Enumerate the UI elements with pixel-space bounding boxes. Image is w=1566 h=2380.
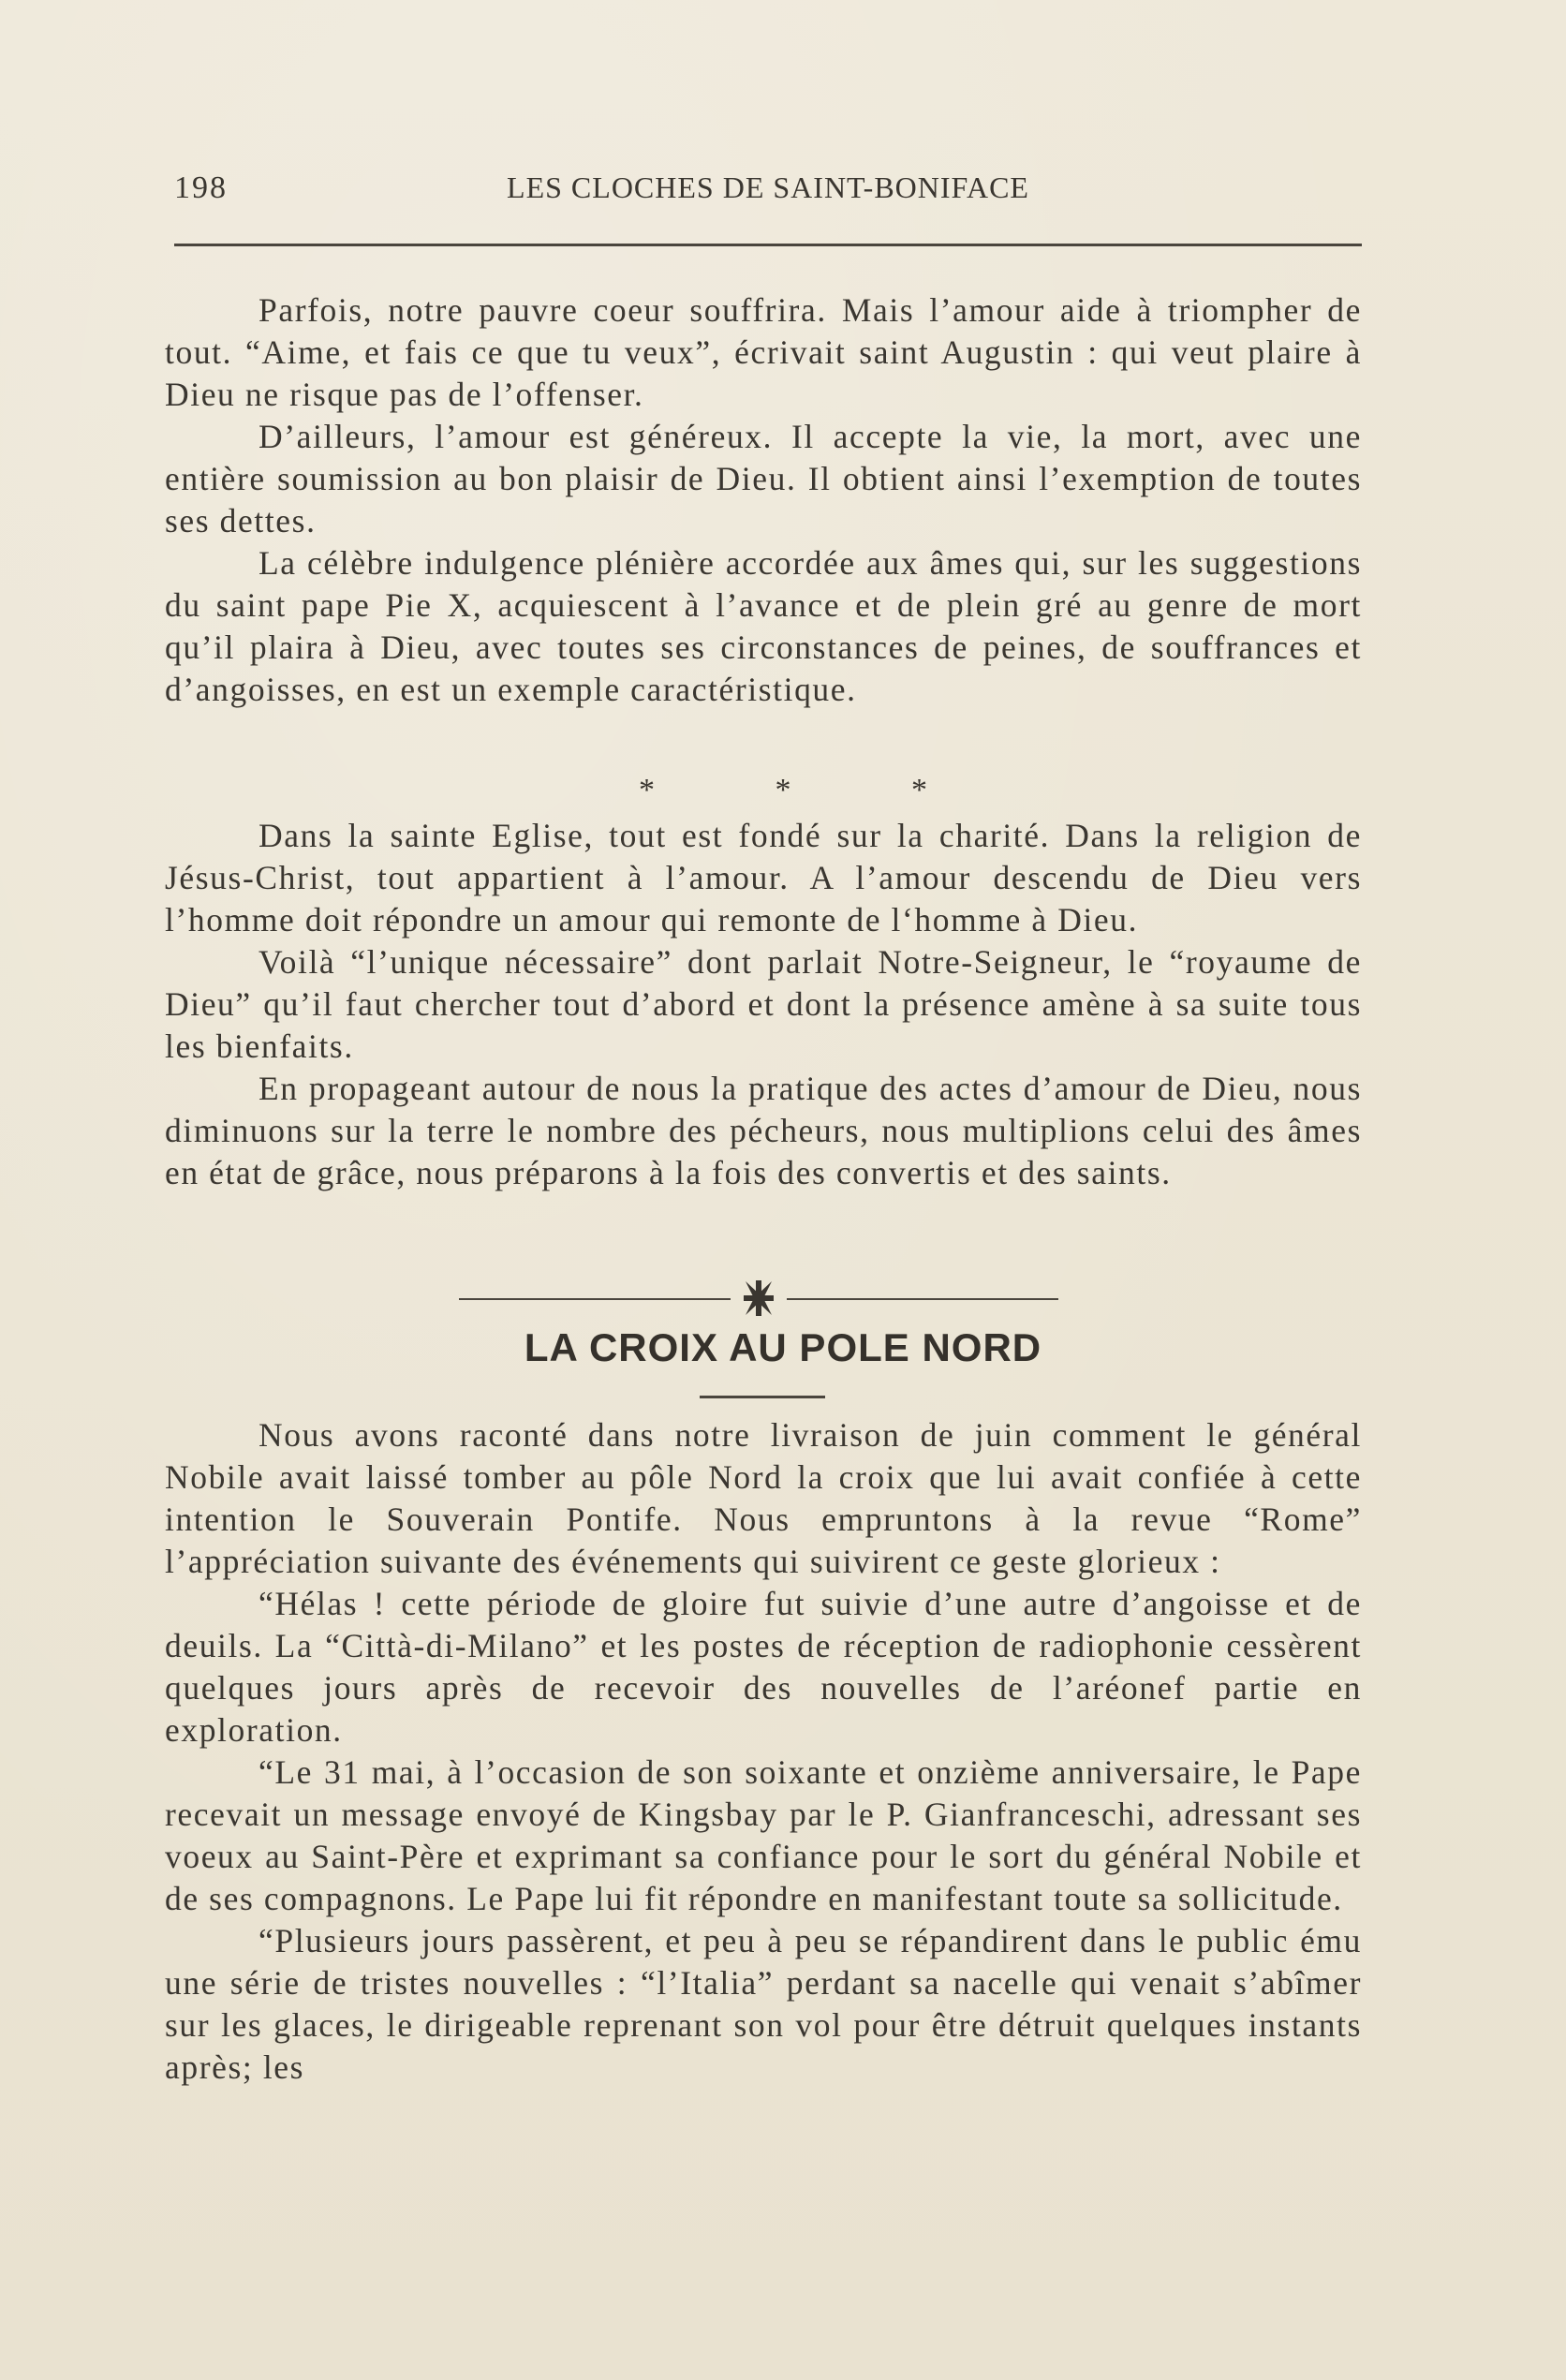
- paragraph: Voilà “l’unique nécessaire” dont parlait Notre-Seigneur, le “royaume de Dieu” qu’il faut chercher tout d’abord et dont la présence amène à sa suite tous les bienfaits.: [165, 943, 1362, 1065]
- title-underline: [700, 1396, 825, 1398]
- page-number: 198: [174, 170, 228, 205]
- divider-line-left: [459, 1298, 731, 1300]
- paragraph: “Le 31 mai, à l’occasion de son soixante et onzième anniversaire, le Pape recevait un message envoyé de Kingsbay par le P. Gianfranceschi, adressant ses voeux au Saint-Père et exprimant sa confiance pour le sort du général Nobile et de ses compagnons. Le Pape lui fit répondre en manifestant toute sa sollicitude.: [165, 1753, 1362, 1917]
- maltese-cross-icon: [742, 1279, 776, 1317]
- paragraph: “Hélas ! cette période de gloire fut suivie d’une autre d’angoisse et de deuils. La “Città-di-Milano” et les postes de réception de radiophonie cessèrent quelques jours après de recevoir des nouvelles de l’aréonef partie en exploration.: [165, 1585, 1362, 1749]
- section-1-text: [165, 289, 1362, 711]
- paragraph: Nous avons raconté dans notre livraison de juin comment le général Nobile avait laissé tomber au pôle Nord la croix que lui avait confiée à cette intention le Souverain Pontife. Nous empruntons à la revue “Rome” l’appréciation suivante des événements qui suivirent ce geste glorieux :: [165, 1416, 1362, 1580]
- divider-line-right: [787, 1298, 1058, 1300]
- paragraph: En propageant autour de nous la pratique des actes d’amour de Dieu, nous diminuons sur la terre le nombre des pécheurs, nous multiplions celui des âmes en état de grâce, nous préparons à la fois des convertis et des saints.: [165, 1070, 1362, 1191]
- article-title: LA CROIX AU POLE NORD: [524, 1325, 1042, 1369]
- paragraph: D’ailleurs, l’amour est généreux. Il accepte la vie, la mort, avec une entière soumission au bon plaisir de Dieu. Il obtient ainsi l’exemption de toutes ses dettes.: [165, 418, 1362, 540]
- paragraph: La célèbre indulgence plénière accordée aux âmes qui, sur les suggestions du saint pape Pie X, acquiescent à l’avance et de plein gré au genre de mort qu’il plaira à Dieu, avec toutes ses circonstances de peines, de souffrances et d’angoisses, en est un exemple caractéristique.: [165, 544, 1362, 708]
- cross-ornament-divider: [459, 1278, 1058, 1319]
- page-header: [174, 170, 1362, 217]
- paragraph: Dans la sainte Eglise, tout est fondé sur la charité. Dans la religion de Jésus-Christ, tout appartient à l’amour. A l’amour descendu de Dieu vers l’homme doit répondre un amour qui remonte de l‘homme à Dieu.: [165, 817, 1362, 939]
- paragraph: “Plusieurs jours passèrent, et peu à peu se répandirent dans le public ému une série de tristes nouvelles : “l’Italia” perdant sa nacelle qui venait s’abîmer sur les glaces, le dirigeable reprenant son vol pour être détruit quelques instants après; les: [165, 1922, 1362, 2086]
- running-title: LES CLOCHES DE SAINT-BONIFACE: [507, 170, 1029, 204]
- article-text: [165, 1414, 1362, 2089]
- asterism-separator: * * *: [639, 773, 983, 807]
- section-2-text: [165, 815, 1362, 1194]
- header-rule: [174, 244, 1362, 246]
- paragraph: Parfois, notre pauvre coeur souffrira. Mais l’amour aide à triompher de tout. “Aime, et fais ce que tu veux”, écrivait saint Augustin : qui veut plaire à Dieu ne risque pas de l’offenser.: [165, 291, 1362, 413]
